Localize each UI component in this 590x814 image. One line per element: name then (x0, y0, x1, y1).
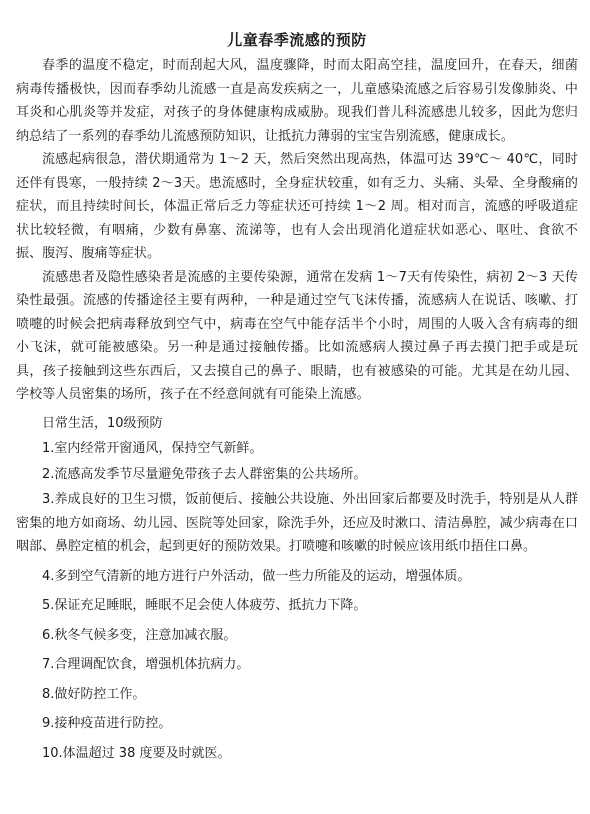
symptoms-paragraph: 流感起病很急，潜伏期通常为 1～2 天，然后突然出现高热，体温可达 39℃～ 40℃，同时还伴有畏寒，一般持续 2～3天。患流感时，全身症状较重，如有乏力、头痛、头晕、全身酸痛的症状，而且持续时间长，体温正常后乏力等症状还可持续 1～2 周。相对而言，流感的呼吸道症状比较轻微，有咽痛，少数有鼻塞、流涕等，也有人会出现消化道症状如恶心、呕吐、食欲不振、腹泻、腹痛等症状。 (16, 152, 578, 261)
prevention-item-4: 4.多到空气清新的地方进行户外活动，做一些力所能及的运动，增强体质。 (42, 568, 471, 584)
intro-paragraph: 春季的温度不稳定，时而刮起大风，温度骤降，时而太阳高空挂，温度回升，在春天，细菌病毒传播极快，因而春季幼儿流感一直是高发疾病之一，儿童感染流感之后容易引发像肺炎、中耳炎和心肌炎等并发症，对孩子的身体健康构成威胁。现我们普儿科流感患儿较多，因此为您归纳总结了一系列的春季幼儿流感预防知识，让抵抗力薄弱的宝宝告别流感，健康成长。 (16, 58, 578, 144)
prevention-item-8: 8.做好防控工作。 (42, 686, 146, 702)
prevention-item-1: 1.室内经常开窗通风，保持空气新鲜。 (42, 441, 263, 456)
prevention-item-3: 3.养成良好的卫生习惯，饭前便后、接触公共设施、外出回家后都要及时洗手，特别是从人群密集的地方如商场、幼儿园、医院等处回家，除洗手外，还应及时漱口、清洁鼻腔，减少病毒在口咽部、鼻腔定植的机会，起到更好的预防效果。打喷嚏和咳嗽的时候应该用纸巾捂住口鼻。 (16, 492, 578, 554)
prevention-item-5: 5.保证充足睡眠，睡眠不足会使人体疲劳、抵抗力下降。 (42, 598, 367, 613)
prevention-item-6: 6.秋冬气候多变，注意加减衣服。 (42, 627, 237, 643)
prevention-list-heading: 日常生活，10级预防 (42, 415, 163, 431)
prevention-item-9: 9.接种疫苗进行防控。 (42, 716, 172, 731)
prevention-item-10: 10.体温超过 38 度要及时就医。 (42, 745, 231, 761)
transmission-paragraph: 流感患者及隐性感染者是流感的主要传染源，通常在发病 1～7天有传染性，病初 2～3 天传染性最强。流感的传播途径主要有两种，一种是通过空气飞沫传播，流感病人在说话、咳嗽、打喷嚏的时候会把病毒释放到空气中，病毒在空气中能存活半个小时，周围的人吸入含有病毒的细小飞沫，就可能被感染。另一种是通过接触传播。比如流感病人摸过鼻子再去摸门把手或是玩具，孩子接触到这些东西后，又去摸自己的鼻子、眼睛，也有被感染的可能。尤其是在幼儿园、学校等人员密集的场所，孩子在不经意间就有可能染上流感。 (16, 269, 578, 402)
prevention-item-2: 2.流感高发季节尽量避免带孩子去人群密集的公共场所。 (42, 466, 367, 482)
document-title: 儿童春季流感的预防 (227, 31, 367, 49)
prevention-item-7: 7.合理调配饮食，增强机体抗病力。 (42, 657, 250, 672)
